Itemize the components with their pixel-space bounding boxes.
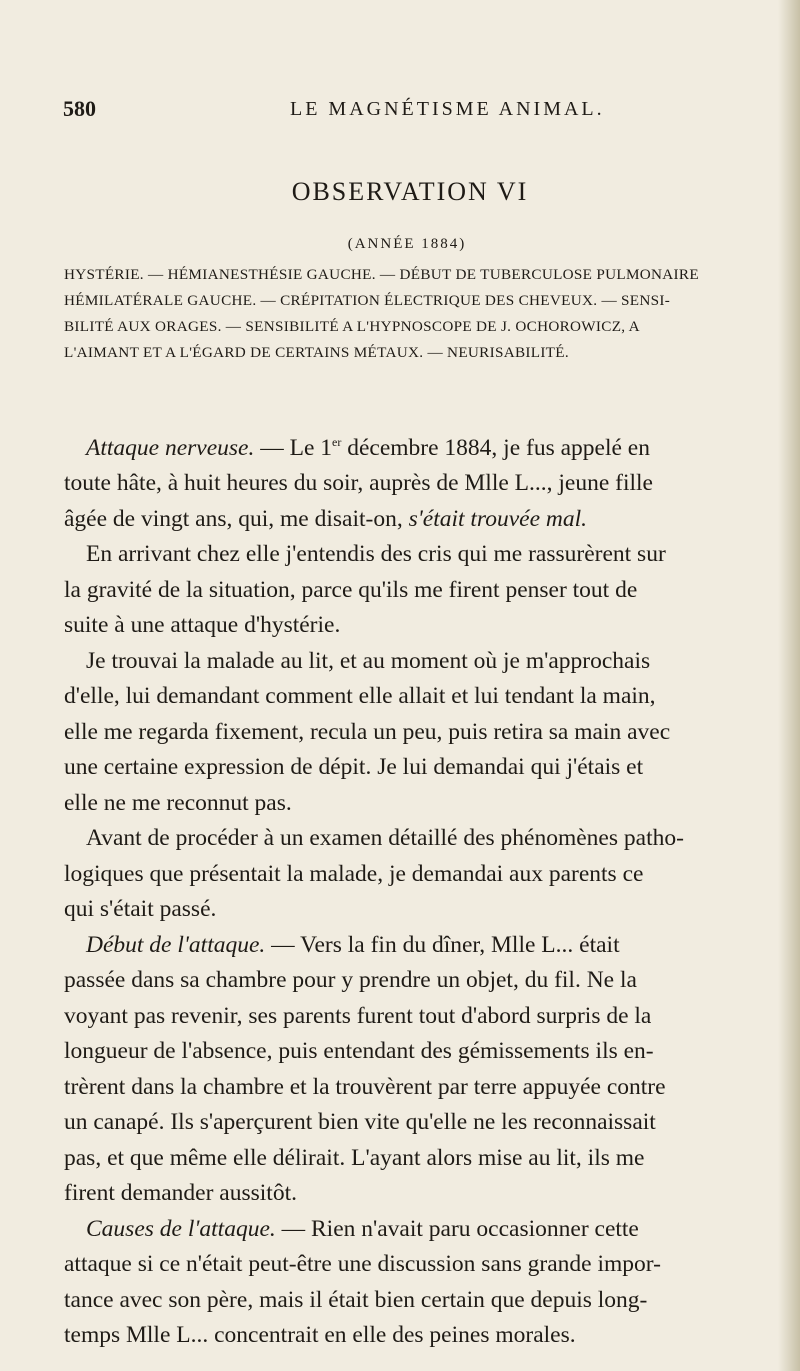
text-line — [64, 502, 744, 538]
text-line: passée dans sa chambre pour y prendre un objet, du fil. Ne la — [64, 967, 637, 994]
running-title: LE MAGNÉTISME ANIMAL. — [290, 98, 605, 120]
text-line: trèrent dans la chambre et la trouvèrent par terre appuyée contre — [64, 1073, 666, 1100]
section-heading: Causes de l'attaque. — [86, 1215, 276, 1242]
running-header — [0, 96, 800, 126]
text-line: voyant pas revenir, ses parents furent tout d'abord surpris de la — [64, 1002, 652, 1029]
text-line: elle me regarda fixement, recula un peu, puis retira sa main avec — [64, 718, 671, 745]
page-number: 580 — [63, 96, 96, 121]
text-line: logiques que présentait la malade, je demandai aux parents ce — [64, 860, 644, 887]
summary-line: HÉMILATÉRALE GAUCHE. — CRÉPITATION ÉLECTRIQUE DES CHEVEUX. — SENSI- — [64, 292, 671, 309]
summary-line: HYSTÉRIE. — HÉMIANESTHÉSIE GAUCHE. — DÉBUT DE TUBERCULOSE PULMONAIRE — [64, 266, 699, 283]
summary-line: BILITÉ AUX ORAGES. — SENSIBILITÉ A L'HYPNOSCOPE DE J. OCHOROWICZ, A — [64, 318, 640, 335]
observation-year: (ANNÉE 1884) — [347, 236, 467, 252]
text-line: d'elle, lui demandant comment elle allait et lui tendant la main, — [64, 683, 656, 710]
superscript: er — [332, 435, 342, 449]
summary-block — [64, 262, 738, 366]
text-line: tance avec son père, mais il était bien certain que depuis long- — [64, 1286, 648, 1313]
text-line: Je trouvai la malade au lit, et au moment où je m'approchais — [86, 647, 651, 674]
text-line: suite à une attaque d'hystérie. — [64, 612, 341, 639]
observation-title: OBSERVATION VI — [291, 177, 529, 206]
italic-text: s'était trouvée mal. — [408, 505, 588, 532]
text-line: une certaine expression de dépit. Je lui demandai qui j'étais et — [64, 754, 644, 781]
text-line: la gravité de la situation, parce qu'ils me firent penser tout de — [64, 576, 638, 603]
body-text — [64, 425, 744, 1354]
text-line — [64, 928, 744, 964]
text-line: firent demander aussitôt. — [64, 1180, 297, 1207]
summary-line: L'AIMANT ET A L'ÉGARD DE CERTAINS MÉTAUX. — NEURISABILITÉ. — [64, 344, 569, 361]
text-line: un canapé. Ils s'aperçurent bien vite qu'elle ne les reconnaissait — [64, 1109, 656, 1136]
text-span: — Vers la fin du dîner, Mlle L... était — [265, 931, 620, 958]
text-line — [64, 425, 744, 466]
text-line: longueur de l'absence, puis entendant des gémissements ils en- — [64, 1038, 654, 1065]
text-line: toute hâte, à huit heures du soir, auprès de Mlle L..., jeune fille — [64, 470, 653, 497]
text-line: attaque si ce n'était peut-être une discussion sans grande impor- — [64, 1251, 661, 1278]
text-line: qui s'était passé. — [64, 896, 217, 923]
section-heading: Début de l'attaque. — [86, 931, 266, 958]
text-span: âgée de vingt ans, qui, me disait-on, — [64, 505, 409, 532]
text-line: temps Mlle L... concentrait en elle des peines morales. — [64, 1322, 576, 1349]
text-line: En arrivant chez elle j'entendis des cris qui me rassurèrent sur — [86, 541, 666, 568]
text-line: elle ne me reconnut pas. — [64, 789, 292, 816]
text-span: — Rien n'avait paru occasionner cette — [275, 1215, 639, 1242]
text-line: pas, et que même elle délirait. L'ayant alors mise au lit, ils me — [64, 1144, 645, 1171]
text-span: décembre 1884, je fus appelé en — [341, 434, 650, 461]
section-heading: Attaque nerveuse. — [86, 434, 255, 461]
text-line: Avant de procéder à un examen détaillé des phénomènes patho- — [86, 825, 684, 852]
text-line — [64, 1212, 744, 1248]
text-span: — Le 1 — [254, 434, 333, 461]
